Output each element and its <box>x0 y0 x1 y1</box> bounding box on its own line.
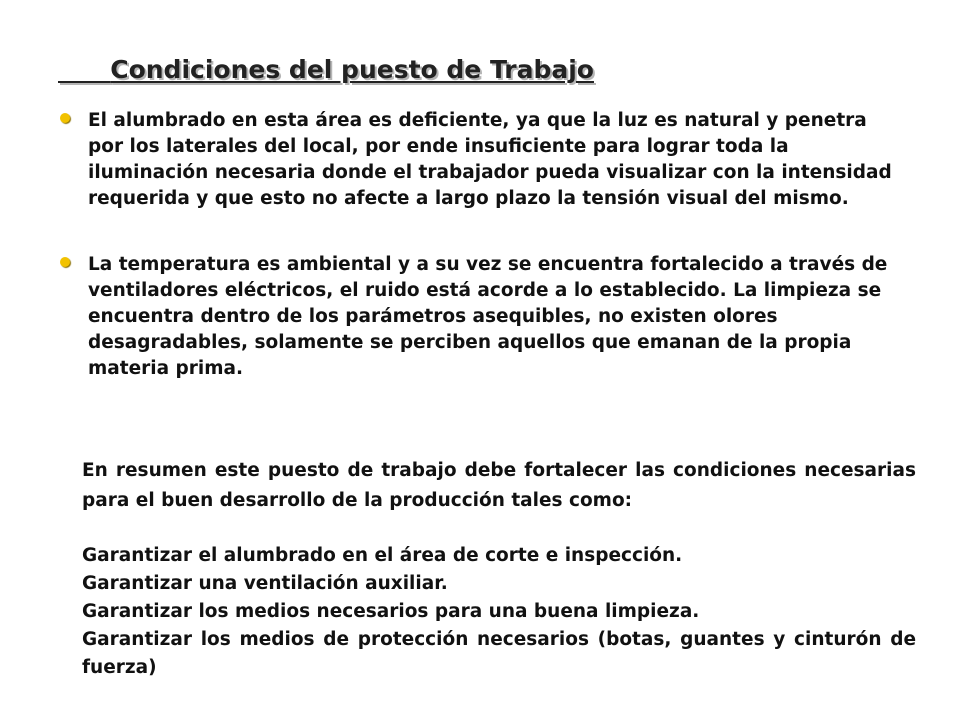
bullet-item <box>56 252 906 382</box>
slide-title <box>58 52 594 88</box>
summary-item: Garantizar los medios de protección necesarios (botas, guantes y cinturón de fuerza) <box>82 629 916 678</box>
bullet-text-lighting: El alumbrado en esta área es deficiente, ya que la luz es natural y penetra por los laterales del local, por ende insuficiente para lograr toda la iluminación necesaria donde el trabajador pueda visualizar con la intensidad requerida y que esto no afecte a largo plazo la tensión visual del mismo. <box>88 110 892 209</box>
bullet-text-temperature: La temperatura es ambiental y a su vez se encuentra fortalecido a través de ventiladores eléctricos, el ruido está acorde a lo establecido. La limpieza se encuentra dentro de los parámetros asequibles, no existen olores desagradables, solamente se perciben aquellos que emanan de la propia materia prima. <box>88 254 888 379</box>
bullet-dot-icon <box>60 257 70 267</box>
bullet-dot-icon <box>60 113 70 123</box>
summary-item: Garantizar los medios necesarios para una buena limpieza. <box>82 601 700 622</box>
title-underline-lead <box>58 55 110 84</box>
summary-intro: En resumen este puesto de trabajo debe fortalecer las condiciones necesarias para el buen desarrollo de la producción tales como: <box>82 460 916 511</box>
summary-item: Garantizar el alumbrado en el área de corte e inspección. <box>82 545 683 566</box>
summary-gap <box>82 516 916 542</box>
bullet-item <box>56 108 906 212</box>
bullet-list <box>56 108 906 382</box>
summary-block <box>82 456 916 682</box>
summary-item: Garantizar una ventilación auxiliar. <box>82 573 448 594</box>
title-text: Condiciones del puesto de Trabajo <box>110 55 594 84</box>
